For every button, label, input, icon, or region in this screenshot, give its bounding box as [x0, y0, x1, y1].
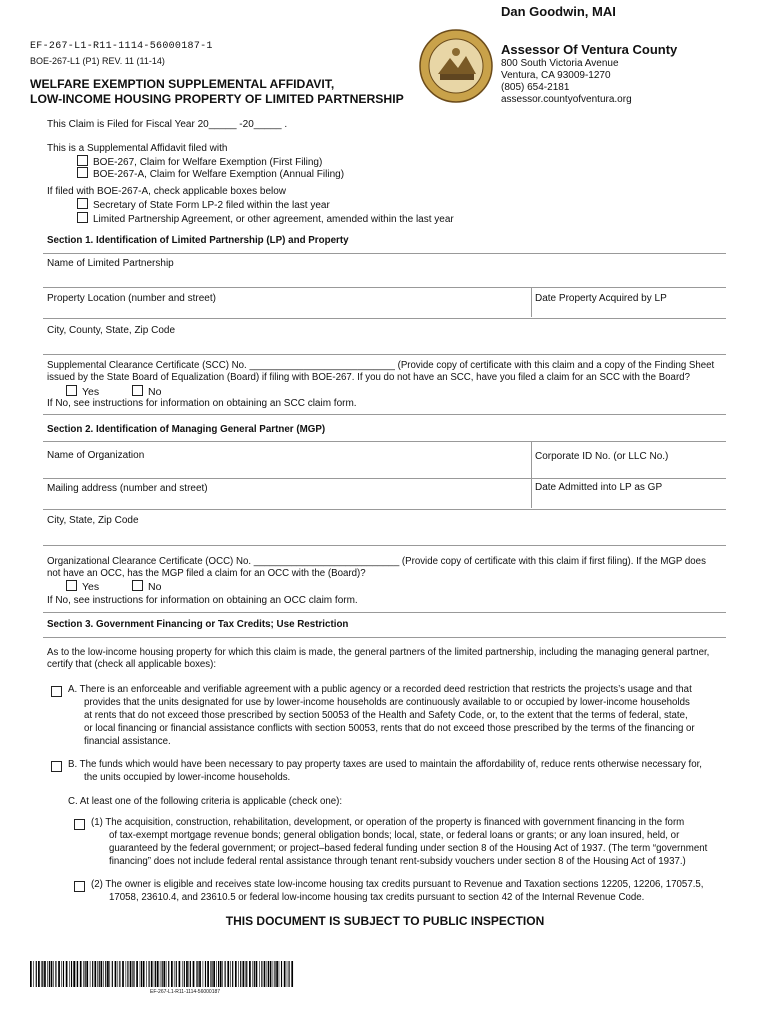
- supplemental-label: This is a Supplemental Affidavit filed with: [47, 143, 228, 154]
- checkbox-lp2[interactable]: [77, 198, 88, 209]
- barcode-icon: [30, 961, 295, 987]
- section2-heading: Section 2. Identification of Managing General Partner (MGP): [47, 424, 326, 435]
- if-filed-label: If filed with BOE-267-A, check applicable boxes below: [47, 186, 287, 197]
- assessor-name: Dan Goodwin, MAI: [501, 4, 616, 19]
- criterion-a-line: provides that the units designated for use by lower-income households are continuously available to or occupied by lower-income households: [84, 697, 690, 708]
- property-location-field[interactable]: [43, 296, 529, 316]
- divider: [43, 414, 726, 415]
- criterion-c1-line: (1) The acquisition, construction, rehabilitation, development, or operation of the property is financed with government financing in the form: [91, 817, 685, 828]
- criterion-a-line: financial assistance.: [84, 736, 171, 747]
- criterion-c2-line: (2) The owner is eligible and receives state low-income housing tax credits pursuant to Revenue and Taxation sections 12205, 12206, 17057.5,: [91, 879, 704, 890]
- divider: [43, 545, 726, 546]
- checkbox-criterion-c1[interactable]: [74, 819, 85, 830]
- checkbox-annual-filing[interactable]: [77, 167, 88, 178]
- divider: [43, 318, 726, 319]
- scc-line1: Supplemental Clearance Certificate (SCC) No. ___________________________ (Provide copy of certificate with this claim and a copy of the Finding Sheet: [47, 360, 715, 371]
- criterion-c1-line: financing” does not include federal rental assistance through tenant rent-subsidy vouchers under section 8 of the Housing Act of 1937.): [109, 856, 686, 867]
- divider: [43, 287, 726, 288]
- mailing-address-field[interactable]: [43, 487, 529, 507]
- city-county-state-zip-field[interactable]: [43, 330, 726, 352]
- criterion-c-label: C. At least one of the following criteria is applicable (check one):: [68, 796, 343, 807]
- option-lp2[interactable]: Secretary of State Form LP-2 filed within the last year: [77, 198, 330, 211]
- divider: [43, 637, 726, 638]
- option-lpa[interactable]: Limited Partnership Agreement, or other agreement, amended within the last year: [77, 212, 454, 225]
- form-revision: BOE-267-L1 (P1) REV. 11 (11-14): [30, 56, 165, 66]
- mgp-city-state-zip-field[interactable]: [43, 520, 726, 542]
- fiscal-year-line: This Claim is Filed for Fiscal Year 20_____ -20_____ .: [47, 119, 288, 130]
- divider: [43, 612, 726, 613]
- checkbox-criterion-c2[interactable]: [74, 881, 85, 892]
- occ-no-option[interactable]: No: [132, 580, 161, 593]
- mailing-address-label: Mailing address (number and street): [47, 483, 208, 494]
- form-title-line1: WELFARE EXEMPTION SUPPLEMENTAL AFFIDAVIT,: [30, 77, 335, 91]
- criterion-a-line: at rents that do not exceed those prescribed by section 50053 of the Health and Safety Code, or, to the extent that the terms of federal, state,: [84, 710, 688, 721]
- criterion-c2-line: 17058, 23610.4, and 23610.5 or federal low-income housing tax credits pursuant to section 42 of the Internal Revenue Code.: [109, 892, 645, 903]
- org-name-label: Name of Organization: [47, 450, 145, 461]
- date-acquired-field[interactable]: [533, 296, 725, 316]
- barcode-text: EF-267-L1-R11-1114-56000187: [150, 989, 221, 995]
- form-code: EF-267-L1-R11-1114-56000187-1: [30, 41, 213, 52]
- section3-heading: Section 3. Government Financing or Tax Credits; Use Restriction: [47, 619, 349, 630]
- lp-name-label: Name of Limited Partnership: [47, 258, 174, 269]
- lp-name-field[interactable]: [43, 260, 726, 284]
- divider: [43, 478, 726, 479]
- occ-yes-option[interactable]: Yes: [66, 580, 99, 593]
- option-annual-filing[interactable]: BOE-267-A, Claim for Welfare Exemption (Annual Filing): [77, 167, 344, 180]
- checkbox-scc-no[interactable]: [132, 385, 143, 396]
- section1-heading: Section 1. Identification of Limited Partnership (LP) and Property: [47, 235, 349, 246]
- date-admitted-field[interactable]: [533, 487, 725, 507]
- divider: [43, 509, 726, 510]
- criterion-b-line: the units occupied by lower-income households.: [84, 772, 291, 783]
- checkbox-occ-no[interactable]: [132, 580, 143, 591]
- form-title-line2: LOW-INCOME HOUSING PROPERTY OF LIMITED PARTNERSHIP: [30, 92, 404, 106]
- corp-id-label: Corporate ID No. (or LLC No.): [535, 451, 669, 462]
- criterion-a-line: or local financing or financial assistance conflicts with section 50053, rents that do not exceed those prescribed by the terms of the financing or: [84, 723, 695, 734]
- date-acquired-label: Date Property Acquired by LP: [535, 293, 667, 304]
- assessor-address2: Ventura, CA 93009-1270: [501, 70, 611, 81]
- county-seal-icon: [418, 28, 494, 104]
- scc-line2: issued by the State Board of Equalization (Board) if filing with BOE-267. If you do not have an SCC, have you filed a claim for an SCC with the Board?: [47, 372, 690, 383]
- occ-line2: not have an OCC, has the MGP filed a claim for an OCC with the (Board)?: [47, 568, 366, 579]
- date-admitted-label: Date Admitted into LP as GP: [535, 482, 663, 493]
- scc-yes-option[interactable]: Yes: [66, 385, 99, 398]
- public-inspection-notice: THIS DOCUMENT IS SUBJECT TO PUBLIC INSPECTION: [225, 914, 545, 928]
- divider: [531, 442, 532, 478]
- scc-note: If No, see instructions for information on obtaining an SCC claim form.: [47, 398, 357, 409]
- checkbox-criterion-a[interactable]: [51, 686, 62, 697]
- occ-note: If No, see instructions for information on obtaining an OCC claim form.: [47, 595, 358, 606]
- mgp-city-state-zip-label: City, State, Zip Code: [47, 515, 139, 526]
- city-county-state-zip-label: City, County, State, Zip Code: [47, 325, 176, 336]
- option-first-filing[interactable]: BOE-267, Claim for Welfare Exemption (First Filing): [77, 155, 322, 168]
- checkbox-lpa[interactable]: [77, 212, 88, 223]
- checkbox-criterion-b[interactable]: [51, 761, 62, 772]
- criterion-c1-line: guaranteed by the federal government; or project–based federal funding under section 8 of the Housing Act of 1937. (The term “government: [109, 843, 708, 854]
- divider: [43, 253, 726, 254]
- checkbox-scc-yes[interactable]: [66, 385, 77, 396]
- divider: [531, 288, 532, 317]
- criterion-b-line: B. The funds which would have been necessary to pay property taxes are used to maintain the affordability of, reduce rents otherwise necessary for,: [68, 759, 702, 770]
- property-location-label: Property Location (number and street): [47, 293, 216, 304]
- section3-intro-line2: certify that (check all applicable boxes):: [47, 659, 217, 670]
- corp-id-field[interactable]: [533, 455, 725, 477]
- assessor-website[interactable]: assessor.countyofventura.org: [501, 94, 632, 105]
- scc-no-option[interactable]: No: [132, 385, 161, 398]
- divider: [43, 354, 726, 355]
- checkbox-occ-yes[interactable]: [66, 580, 77, 591]
- assessor-title: Assessor Of Ventura County: [501, 42, 678, 57]
- divider: [531, 479, 532, 508]
- divider: [43, 441, 726, 442]
- assessor-phone: (805) 654-2181: [501, 82, 570, 93]
- org-name-field[interactable]: [43, 455, 529, 477]
- criterion-a-line: A. There is an enforceable and verifiable agreement with a public agency or a recorded deed restriction that restricts the projects’s usage and that: [68, 684, 692, 695]
- criterion-c1-line: of tax-exempt mortgage revenue bonds; general obligation bonds; local, state, or federal loans or grants; or any loan insured, held, or: [109, 830, 680, 841]
- section3-intro-line1: As to the low-income housing property for which this claim is made, the general partners of the limited partnership, including the managing general partner,: [47, 647, 710, 658]
- occ-line1: Organizational Clearance Certificate (OCC) No. ___________________________ (Provide copy of certificate with this claim if first filing). If the MGP does: [47, 556, 706, 567]
- assessor-address1: 800 South Victoria Avenue: [501, 58, 619, 69]
- checkbox-first-filing[interactable]: [77, 155, 88, 166]
